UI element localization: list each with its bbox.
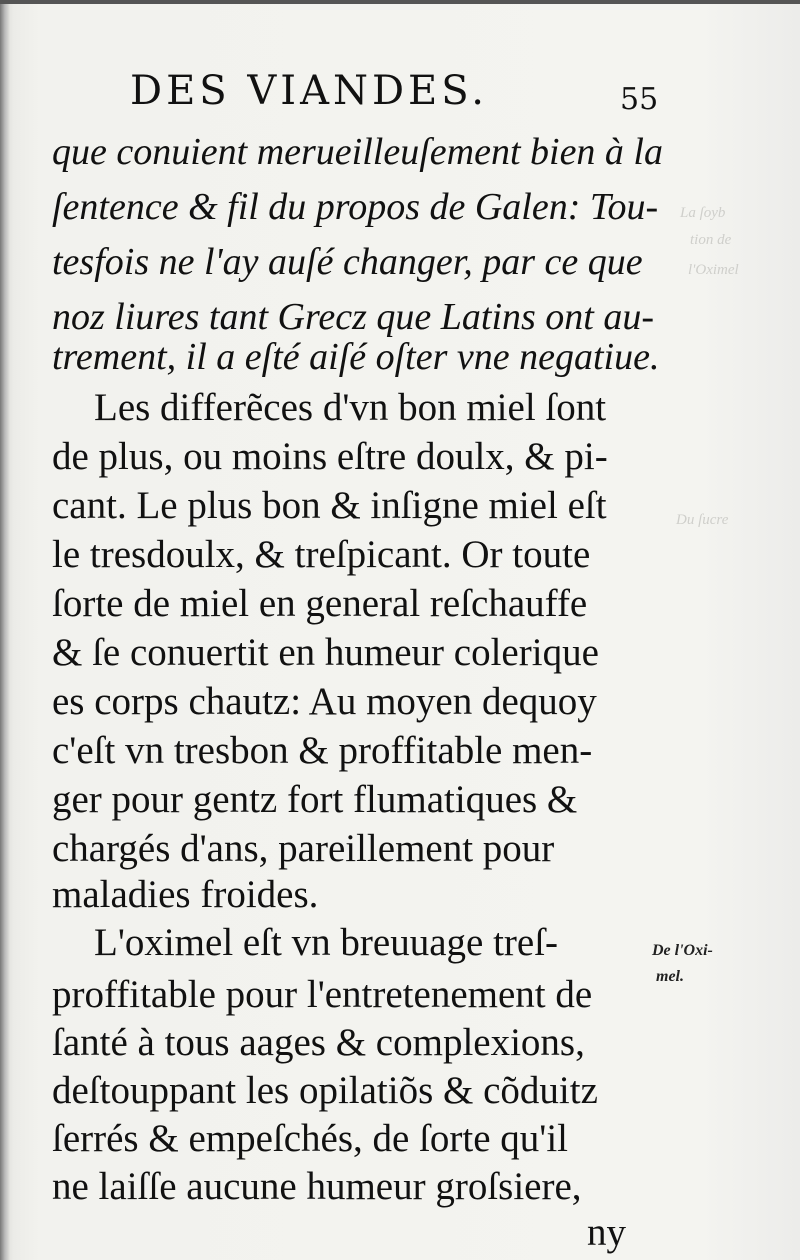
text-line: ſorte de miel en general reſchauffe	[52, 582, 588, 625]
running-head: DES VIANDES.	[130, 68, 488, 114]
text-line: deſtouppant les opilatiõs & cõduitz	[52, 1069, 598, 1112]
text-line: proffitable pour l'entretenement de	[52, 973, 593, 1016]
page-top-edge	[0, 0, 800, 4]
page-number: 55	[620, 82, 659, 117]
text-line: trement, il a eſté aiſé oſter vne negatiue.	[52, 336, 660, 378]
text-line: maladies froides.	[52, 873, 319, 916]
text-line: ne laiſſe aucune humeur groſsiere,	[52, 1165, 582, 1208]
text-line: ſentence & fil du propos de Galen: Tou-	[52, 186, 659, 228]
bleed-through-mark: Du ſucre	[676, 512, 729, 528]
bleed-through-mark: tion de	[690, 232, 732, 248]
text-line: Les differẽces d'vn bon miel ſont	[94, 386, 607, 429]
text-line: noz liures tant Grecz que Latins ont au-	[52, 296, 655, 338]
text-line: & ſe conuertit en humeur colerique	[52, 631, 599, 674]
catchword: ny	[587, 1211, 626, 1254]
margin-note-line: mel.	[656, 968, 684, 985]
spine-shadow	[0, 0, 10, 1260]
text-line: es corps chautz: Au moyen dequoy	[52, 680, 597, 723]
text-line: cant. Le plus bon & inſigne miel eſt	[52, 484, 607, 527]
text-line: L'oximel eſt vn breuuage treſ-	[94, 921, 559, 964]
text-line: c'eſt vn tresbon & proffitable men-	[52, 729, 593, 772]
text-line: que conuient merueilleuſement bien à la	[52, 131, 663, 173]
text-line: ſanté à tous aages & complexions,	[52, 1021, 585, 1064]
text-line: ger pour gentz fort flumatiques &	[52, 778, 578, 821]
text-line: le tresdoulx, & treſpicant. Or toute	[52, 533, 591, 576]
text-line: ſerrés & empeſchés, de ſorte qu'il	[52, 1117, 569, 1160]
text-line: chargés d'ans, pareillement pour	[52, 827, 555, 870]
bleed-through-mark: l'Oximel	[688, 262, 739, 278]
text-line: de plus, ou moins eſtre doulx, & pi-	[52, 435, 608, 478]
margin-note-line: De l'Oxi-	[652, 942, 713, 959]
text-line: tesfois ne l'ay auſé changer, par ce que	[52, 241, 643, 283]
bleed-through-mark: La ſoyb	[680, 205, 726, 221]
